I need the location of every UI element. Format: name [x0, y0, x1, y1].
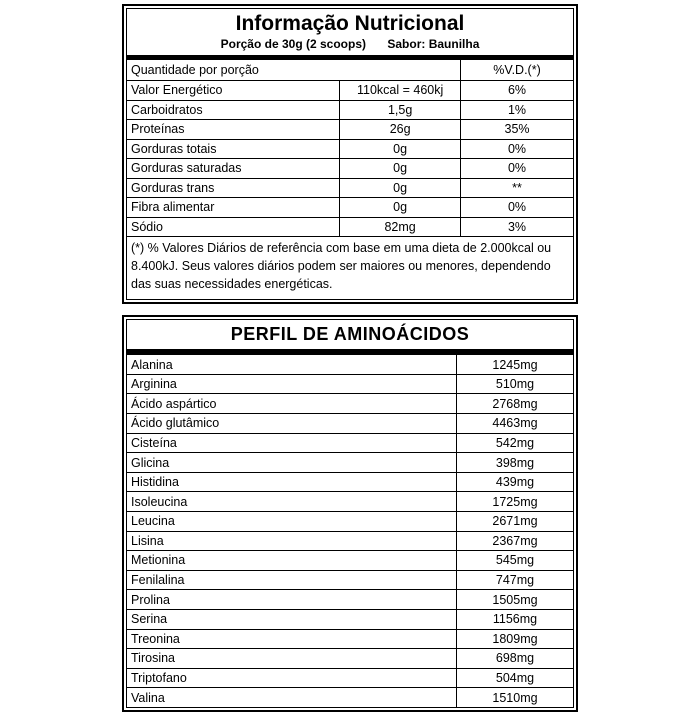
nutrient-amount: 0g	[340, 198, 461, 217]
amino-acid-amount: 1510mg	[492, 690, 538, 705]
amino-acid-inner-box	[126, 319, 574, 708]
nutrient-amount: 0g	[340, 159, 461, 178]
amino-table-row	[127, 433, 573, 453]
amino-acid-name: Treonina	[127, 630, 457, 649]
nutrition-table-row	[127, 158, 573, 178]
amino-table-row	[127, 570, 573, 590]
amino-table-row	[127, 354, 573, 374]
amino-acid-name: Histidina	[127, 473, 457, 492]
nutrient-amount: 0g	[340, 179, 461, 198]
amino-table-row	[127, 511, 573, 531]
amino-table-row	[127, 668, 573, 688]
amino-acid-panel	[122, 315, 578, 712]
amino-table-row	[127, 393, 573, 413]
amino-table-row	[127, 589, 573, 609]
nutrient-daily-value: 0%	[507, 141, 527, 156]
amino-acid-amount: 510mg	[495, 377, 535, 392]
amino-acid-amount: 747mg	[495, 573, 535, 588]
amino-table-row	[127, 648, 573, 668]
nutrient-amount: 0g	[340, 140, 461, 159]
nutrient-name: Proteínas	[127, 120, 340, 139]
serving-size-text: Porção de 30g (2 scoops)	[220, 37, 367, 51]
amino-acid-name: Ácido aspártico	[127, 394, 457, 413]
nutrient-daily-value: 0%	[507, 200, 527, 215]
nutrient-daily-value: 3%	[507, 219, 527, 234]
nutrition-table-row	[127, 139, 573, 159]
amino-acid-name: Triptofano	[127, 669, 457, 688]
amino-acid-name: Prolina	[127, 590, 457, 609]
amino-acid-amount: 504mg	[495, 671, 535, 686]
amino-table-row	[127, 609, 573, 629]
nutrient-daily-value: **	[512, 180, 522, 195]
amino-acid-amount: 439mg	[495, 475, 535, 490]
amino-acid-name: Glicina	[127, 453, 457, 472]
nutrient-amount: 110kcal = 460kj	[340, 81, 461, 100]
nutrition-title: Informação Nutricional	[235, 12, 465, 35]
nutrition-table-row	[127, 178, 573, 198]
amino-acid-name: Tirosina	[127, 649, 457, 668]
nutrition-facts-panel	[122, 4, 578, 304]
nutrition-table-row	[127, 119, 573, 139]
nutrient-name: Valor Energético	[127, 81, 340, 100]
flavor-text: Sabor: Baunilha	[387, 37, 480, 51]
nutrient-name: Fibra alimentar	[127, 198, 340, 217]
nutrient-amount: 26g	[340, 120, 461, 139]
amino-acid-amount: 542mg	[495, 435, 535, 450]
amino-acid-amount: 1809mg	[492, 631, 538, 646]
amino-table-row	[127, 374, 573, 394]
amino-acid-name: Cisteína	[127, 434, 457, 453]
amino-acid-amount: 1156mg	[492, 612, 538, 627]
daily-value-footnote: (*) % Valores Diários de referência com base em uma dieta de 2.000kcal ou 8.400kJ. Seus valores diários podem ser maiores ou menores, dependendo das suas necessidades energéticas.	[127, 236, 573, 299]
amino-rows-container	[127, 354, 573, 707]
amino-acid-name: Metionina	[127, 551, 457, 570]
nutrition-facts-inner-box	[126, 8, 574, 300]
amino-acid-amount: 2367mg	[492, 533, 538, 548]
nutrient-daily-value: 0%	[507, 161, 527, 176]
amino-acid-title: PERFIL DE AMINOÁCIDOS	[230, 324, 470, 345]
amino-acid-name: Alanina	[127, 355, 457, 374]
nutrition-header-row	[127, 60, 573, 80]
amino-table-row	[127, 550, 573, 570]
amino-table-row	[127, 413, 573, 433]
amino-acid-name: Fenilalina	[127, 571, 457, 590]
amino-acid-amount: 698mg	[495, 651, 535, 666]
nutrient-name: Gorduras totais	[127, 140, 340, 159]
amino-acid-amount: 2768mg	[492, 396, 538, 411]
nutrient-amount: 82mg	[340, 218, 461, 237]
nutrient-name: Gorduras trans	[127, 179, 340, 198]
nutrient-name: Sódio	[127, 218, 340, 237]
amino-acid-name: Isoleucina	[127, 492, 457, 511]
quantity-per-serving-header: Quantidade por porção	[127, 60, 461, 80]
amino-table-row	[127, 491, 573, 511]
nutrient-daily-value: 6%	[507, 83, 527, 98]
amino-acid-name: Valina	[127, 688, 457, 707]
amino-acid-name: Lisina	[127, 532, 457, 551]
nutrition-table-row	[127, 217, 573, 237]
nutrition-table-row	[127, 80, 573, 100]
amino-acid-amount: 398mg	[495, 455, 535, 470]
amino-acid-amount: 2671mg	[492, 514, 538, 529]
nutrient-amount: 1,5g	[340, 101, 461, 120]
amino-acid-amount: 1725mg	[492, 494, 538, 509]
nutrition-subtitle	[127, 36, 573, 55]
nutrition-table-row	[127, 197, 573, 217]
amino-acid-name: Arginina	[127, 375, 457, 394]
amino-acid-name: Serina	[127, 610, 457, 629]
nutrient-daily-value: 35%	[504, 122, 530, 137]
daily-value-header: %V.D.(*)	[493, 63, 541, 77]
nutrient-name: Gorduras saturadas	[127, 159, 340, 178]
nutrient-daily-value: 1%	[507, 102, 527, 117]
amino-table-row	[127, 452, 573, 472]
amino-acid-amount: 1505mg	[492, 592, 538, 607]
nutrition-rows-container	[127, 80, 573, 236]
amino-acid-name: Leucina	[127, 512, 457, 531]
amino-table-row	[127, 531, 573, 551]
amino-table-row	[127, 687, 573, 707]
amino-acid-name: Ácido glutâmico	[127, 414, 457, 433]
nutrition-table-row	[127, 100, 573, 120]
nutrient-name: Carboidratos	[127, 101, 340, 120]
amino-acid-amount: 1245mg	[492, 357, 538, 372]
amino-table-row	[127, 472, 573, 492]
amino-table-row	[127, 629, 573, 649]
amino-acid-amount: 545mg	[495, 553, 535, 568]
amino-acid-amount: 4463mg	[492, 416, 538, 431]
